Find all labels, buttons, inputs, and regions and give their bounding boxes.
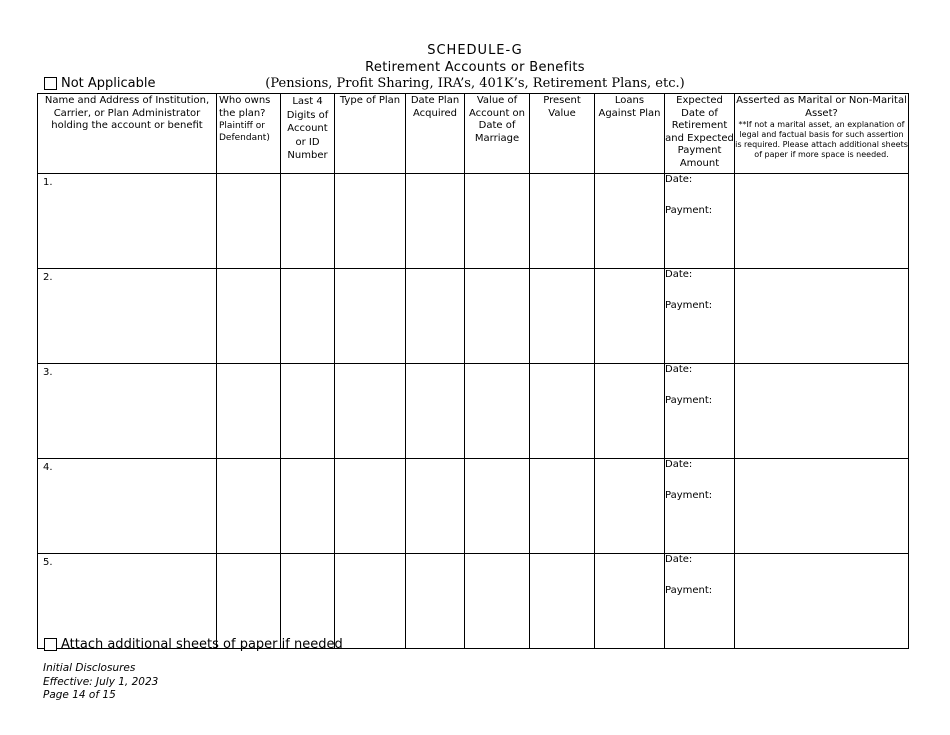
expected-date-cell[interactable] <box>665 554 735 649</box>
loans-cell[interactable] <box>595 174 665 269</box>
date-label: Date: <box>665 269 693 280</box>
last4-cell[interactable] <box>281 174 335 269</box>
header-row <box>38 94 909 174</box>
table-row <box>38 554 909 649</box>
attach-sheets-option[interactable] <box>44 637 343 652</box>
asserted-cell[interactable] <box>735 459 909 554</box>
col-present-value: Present Value <box>530 94 595 174</box>
col-name-address: Name and Address of Institution, Carrier, or Plan Administrator holding the account or benefit <box>38 94 217 174</box>
loans-cell[interactable] <box>595 554 665 649</box>
expected-date-cell[interactable] <box>665 174 735 269</box>
name-address-cell[interactable] <box>38 554 217 649</box>
type-cell[interactable] <box>335 364 406 459</box>
row-number: 4. <box>43 462 53 473</box>
payment-label: Payment: <box>665 490 713 501</box>
who-owns-cell[interactable] <box>217 174 281 269</box>
date-acquired-cell[interactable] <box>406 364 465 459</box>
present-value-cell[interactable] <box>530 269 595 364</box>
value-marriage-cell[interactable] <box>465 554 530 649</box>
row-number: 3. <box>43 367 53 378</box>
payment-label: Payment: <box>665 300 713 311</box>
col-loans: Loans Against Plan <box>595 94 665 174</box>
page-footer <box>43 662 158 703</box>
type-cell[interactable] <box>335 459 406 554</box>
not-applicable-label: Not Applicable <box>61 76 156 91</box>
col-type: Type of Plan <box>335 94 406 174</box>
not-applicable-checkbox[interactable] <box>44 77 57 90</box>
last4-cell[interactable] <box>281 459 335 554</box>
attach-sheets-label: Attach additional sheets of paper if needed <box>61 637 343 652</box>
col-expected-date: Expected Date of Retirement and Expected Payment Amount <box>665 94 735 174</box>
value-marriage-cell[interactable] <box>465 174 530 269</box>
asserted-note: **If not a marital asset, an explanation of legal and factual basis for such assertion is required. Please attach additional sheets of paper if more space is needed. <box>735 120 908 159</box>
present-value-cell[interactable] <box>530 459 595 554</box>
type-cell[interactable] <box>335 174 406 269</box>
payment-label: Payment: <box>665 205 713 216</box>
loans-cell[interactable] <box>595 459 665 554</box>
col-value-marriage: Value of Account on Date of Marriage <box>465 94 530 174</box>
present-value-cell[interactable] <box>530 554 595 649</box>
last4-cell[interactable] <box>281 554 335 649</box>
schedule-label: SCHEDULE-G <box>427 43 523 58</box>
date-label: Date: <box>665 174 693 185</box>
date-acquired-cell[interactable] <box>406 459 465 554</box>
present-value-cell[interactable] <box>530 174 595 269</box>
who-owns-cell[interactable] <box>217 364 281 459</box>
name-address-cell[interactable] <box>38 174 217 269</box>
type-cell[interactable] <box>335 554 406 649</box>
expected-date-cell[interactable] <box>665 364 735 459</box>
asserted-label: Asserted as Marital or Non-Marital Asset? <box>736 95 907 119</box>
type-cell[interactable] <box>335 269 406 364</box>
footer-effective-date: Effective: July 1, 2023 <box>43 675 159 688</box>
page-subtitle: (Pensions, Profit Sharing, IRA’s, 401K’s, Retirement Plans, etc.) <box>265 76 685 91</box>
date-acquired-cell[interactable] <box>406 269 465 364</box>
page-title: Retirement Accounts or Benefits <box>365 60 585 75</box>
asserted-cell[interactable] <box>735 554 909 649</box>
date-acquired-cell[interactable] <box>406 554 465 649</box>
who-owns-cell[interactable] <box>217 269 281 364</box>
footer-page-number: Page 14 of 15 <box>43 689 116 701</box>
value-marriage-cell[interactable] <box>465 364 530 459</box>
date-acquired-cell[interactable] <box>406 174 465 269</box>
who-owns-cell[interactable] <box>217 459 281 554</box>
name-address-cell[interactable] <box>38 269 217 364</box>
last4-cell[interactable] <box>281 269 335 364</box>
asserted-cell[interactable] <box>735 269 909 364</box>
retirement-accounts-table <box>37 93 909 649</box>
col-date-acquired: Date Plan Acquired <box>406 94 465 174</box>
row-number: 2. <box>43 272 53 283</box>
footer-doc-title: Initial Disclosures <box>43 662 136 674</box>
col-asserted <box>735 94 909 174</box>
date-label: Date: <box>665 364 693 375</box>
value-marriage-cell[interactable] <box>465 459 530 554</box>
table-row <box>38 459 909 554</box>
name-address-cell[interactable] <box>38 364 217 459</box>
expected-date-cell[interactable] <box>665 459 735 554</box>
last4-cell[interactable] <box>281 364 335 459</box>
payment-label: Payment: <box>665 395 713 406</box>
present-value-cell[interactable] <box>530 364 595 459</box>
who-owns-label: Who owns the plan? <box>219 95 271 119</box>
loans-cell[interactable] <box>595 364 665 459</box>
loans-cell[interactable] <box>595 269 665 364</box>
not-applicable-option[interactable] <box>44 76 156 91</box>
table-row <box>38 364 909 459</box>
col-who-owns <box>217 94 281 174</box>
asserted-cell[interactable] <box>735 364 909 459</box>
table-row <box>38 174 909 269</box>
attach-sheets-checkbox[interactable] <box>44 638 57 651</box>
date-label: Date: <box>665 554 693 565</box>
row-number: 5. <box>43 557 53 568</box>
asserted-cell[interactable] <box>735 174 909 269</box>
col-last4: Last 4 Digits of Account or ID Number <box>281 94 335 174</box>
payment-label: Payment: <box>665 585 713 596</box>
row-number: 1. <box>43 177 53 188</box>
who-owns-note: Plaintiff or Defendant) <box>219 121 270 143</box>
value-marriage-cell[interactable] <box>465 269 530 364</box>
date-label: Date: <box>665 459 693 470</box>
name-address-cell[interactable] <box>38 459 217 554</box>
table-row <box>38 269 909 364</box>
expected-date-cell[interactable] <box>665 269 735 364</box>
who-owns-cell[interactable] <box>217 554 281 649</box>
